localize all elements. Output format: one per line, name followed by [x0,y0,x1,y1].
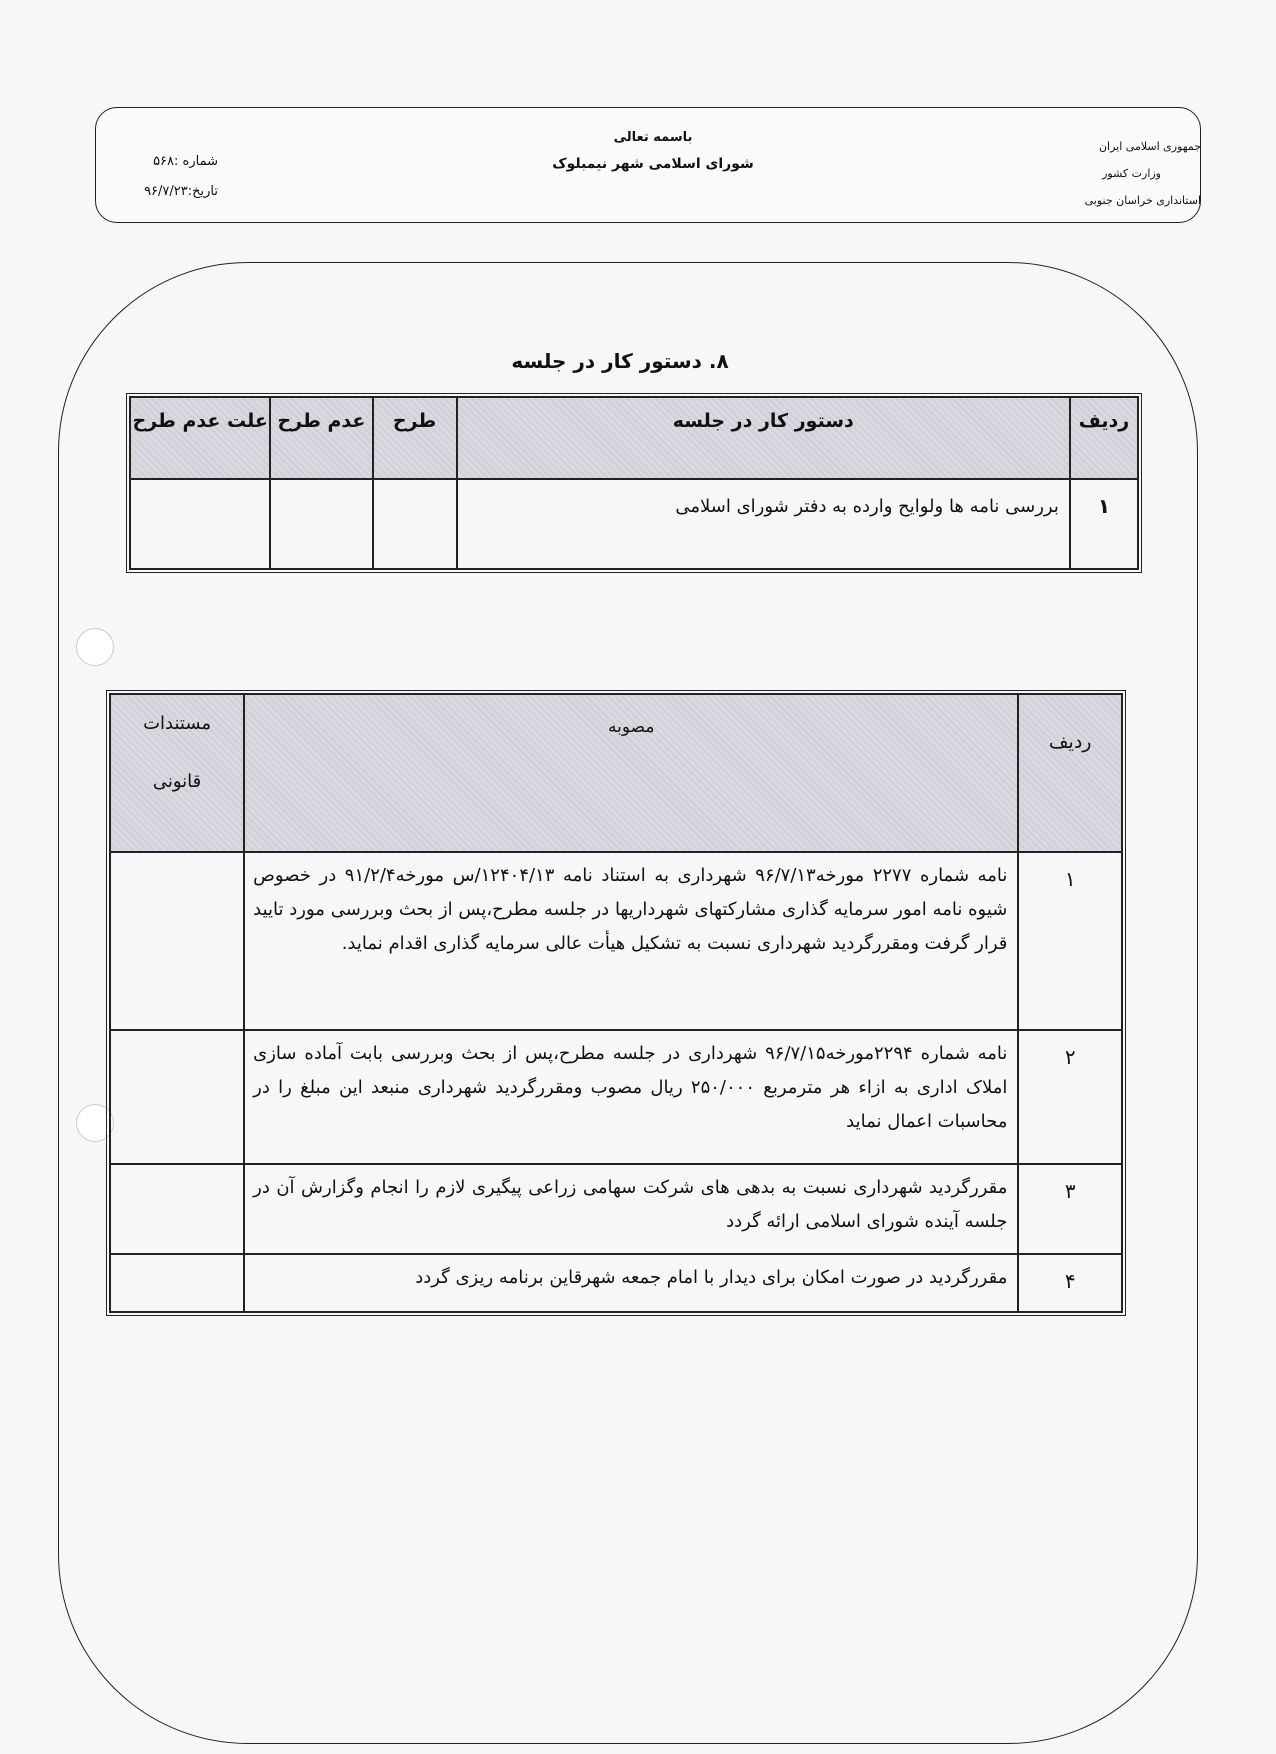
resolutions-header-row-no: ردیف [1018,694,1122,852]
resolution-row-number: ۱ [1018,852,1122,1030]
issuer-country: جمهوری اسلامی ایران [1098,140,1201,153]
agenda-row-number: ۱ [1070,479,1138,569]
council-name: شورای اسلامی شهر نیمبلوک [552,156,754,172]
section-title: ۸. دستور کار در جلسه [511,349,729,373]
resolution-row-legal [110,852,244,1030]
resolution-row-legal [110,1030,244,1164]
issuer-ministry: وزارت کشور [1102,167,1161,180]
table-row [110,1164,1122,1254]
invocation-text: باسمه تعالی [613,130,693,145]
legal-header-line2: قانونی [152,771,202,792]
letterhead-center [538,130,768,172]
resolution-row-legal [110,1164,244,1254]
punch-hole [76,628,114,666]
letterhead-issuer [1001,141,1201,206]
resolution-row-text: مقررگردید در صورت امکان برای دیدار با امام جمعه شهرقاین برنامه ریزی گردد [244,1254,1018,1312]
legal-header-line1: مستندات [143,713,212,734]
resolution-row-number: ۳ [1018,1164,1122,1254]
table-row [110,1254,1122,1312]
resolution-row-text: مقررگردید شهرداری نسبت به بدهی های شرکت سهامی زراعی پیگیری لازم را انجام وگزارش آن در جلسه آینده شورای اسلامی ارائه گردد [244,1164,1018,1254]
resolutions-header-legal [110,694,244,852]
resolution-row-number: ۲ [1018,1030,1122,1164]
letter-meta [108,154,218,199]
agenda-header-row [130,397,1138,479]
resolution-row-text: نامه شماره ۲۲۹۴مورخه۹۶/۷/۱۵ شهرداری در جلسه مطرح،پس از بحث وبررسی بابت آماده سازی املاک اداری به ازاء هر مترمربع ۲۵۰/۰۰۰ ریال مصوب ومقررگردید شهرداری منبعد این مبلغ را در محاسبات اعمال نماید [244,1030,1018,1164]
letter-date: تاریخ:۹۶/۷/۲۳ [144,184,218,199]
resolution-row-legal [110,1254,244,1312]
resolutions-table [106,690,1126,1316]
agenda-table [126,393,1142,573]
agenda-header-row-no: ردیف [1070,397,1138,479]
agenda-header-not-proposed: عدم طرح [270,397,372,479]
letter-number: شماره :۵۶۸ [153,154,218,169]
agenda-row-not-proposed [270,479,372,569]
agenda-header-reason: علت عدم طرح [130,397,270,479]
agenda-header-agenda: دستور کار در جلسه [457,397,1070,479]
issuer-province: استانداری خراسان جنوبی [1084,194,1201,207]
resolution-row-number: ۴ [1018,1254,1122,1312]
agenda-header-proposal: طرح [373,397,457,479]
resolution-row-text: نامه شماره ۲۲۷۷ مورخه۹۶/۷/۱۳ شهرداری به استناد نامه ۱۲۴۰۴/۱۳/س مورخه۹۱/۲/۴ در خصوص شیوه نامه امور سرمایه گذاری مشارکتهای شهرداریها در جلسه مطرح،پس از بحث وبررسی مورد تایید قرار گرفت ومقررگردید شهرداری نسبت به تشکیل هیأت عالی سرمایه گذاری اقدام نماید. [244,852,1018,1030]
resolutions-header-row [110,694,1122,852]
resolutions-header-resolution: مصوبه [244,694,1018,852]
agenda-row-proposal [373,479,457,569]
agenda-row-text: بررسی نامه ها ولوایح وارده به دفتر شورای اسلامی [457,479,1070,569]
table-row [110,1030,1122,1164]
table-row [110,852,1122,1030]
agenda-row-reason [130,479,270,569]
table-row [130,479,1138,569]
